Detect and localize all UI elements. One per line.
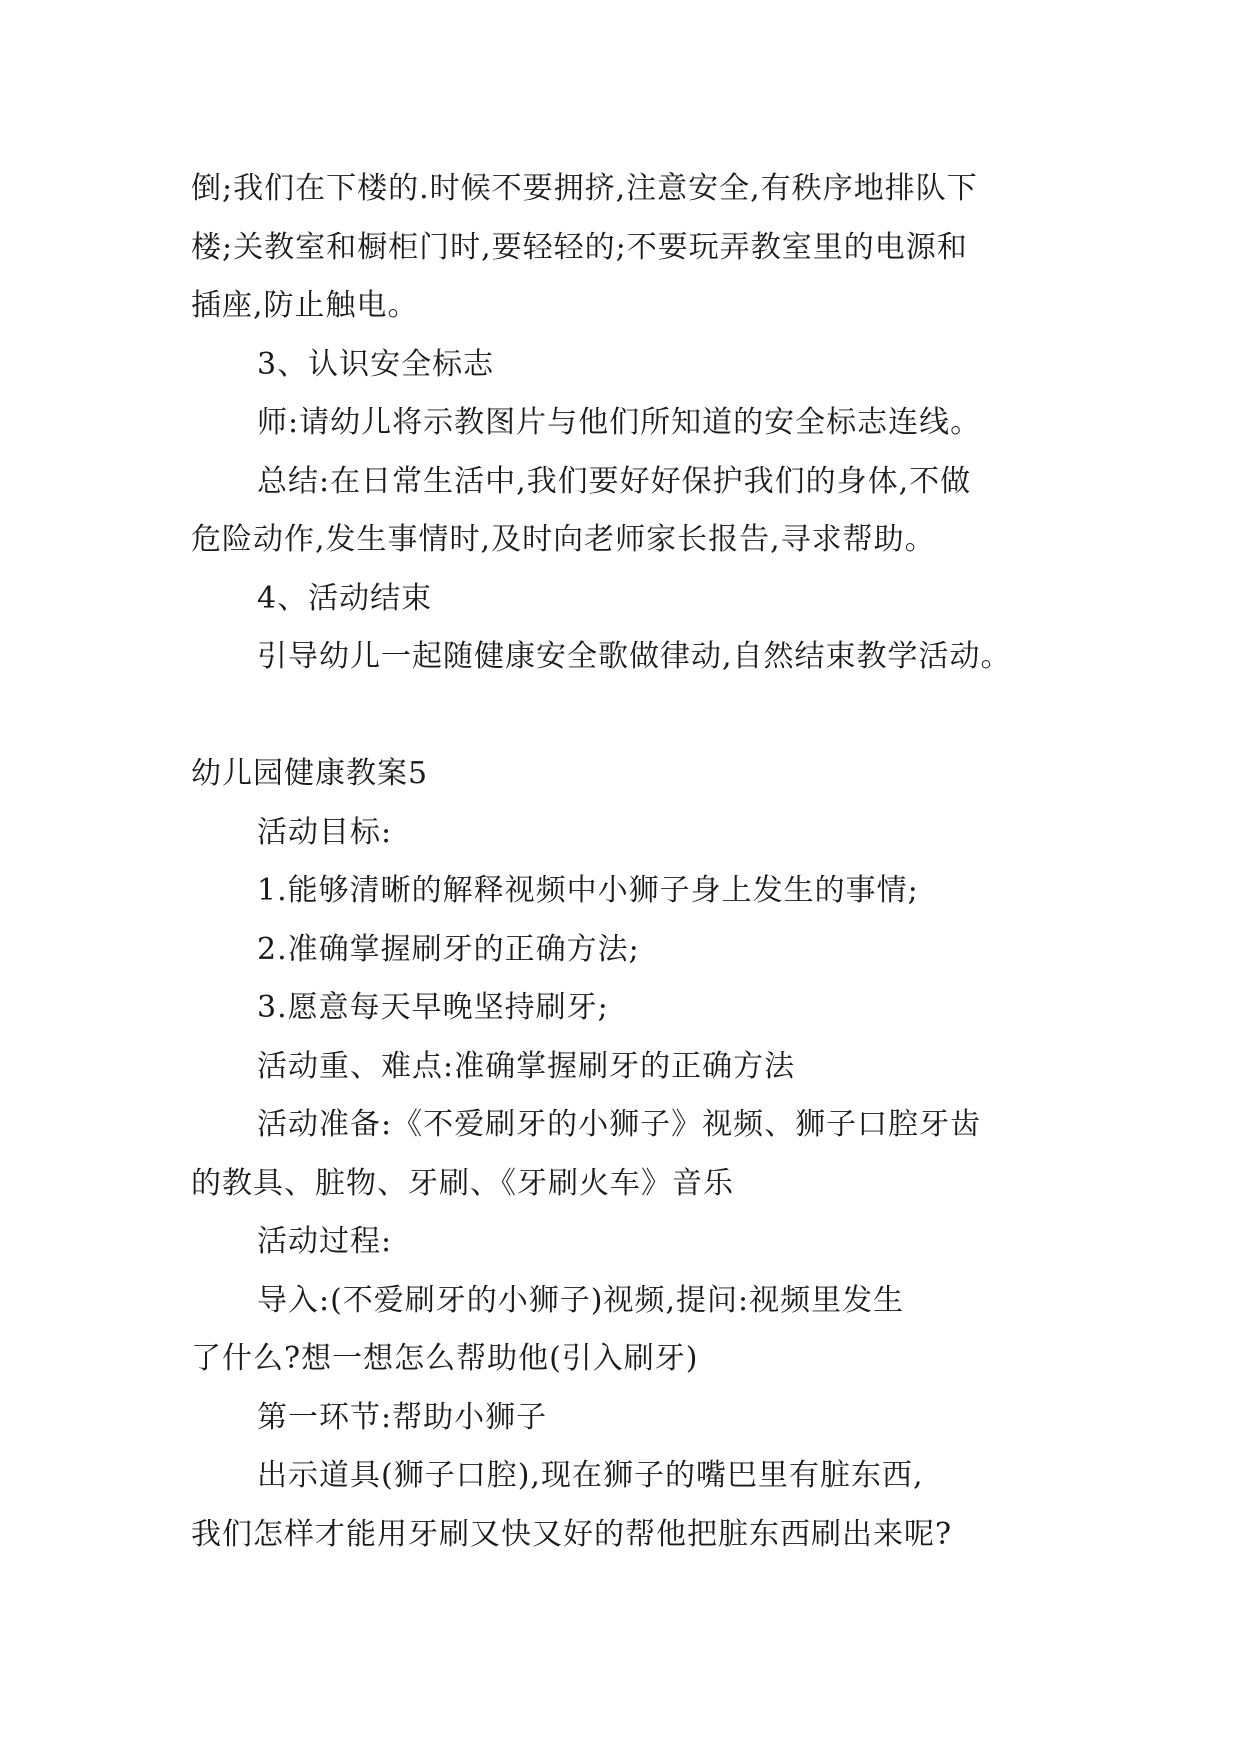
text-line: 的教具、脏物、牙刷、《牙刷火车》音乐 <box>191 1165 734 1201</box>
paragraph-spacer <box>191 687 1061 746</box>
text-line: 引导幼儿一起随健康安全歌做律动,自然结束教学活动。 <box>257 639 1012 674</box>
section-heading: 3、认识安全标志 <box>257 346 495 382</box>
list-item: 2.准确掌握刷牙的正确方法; <box>257 931 640 967</box>
text-line: 倒;我们在下楼的.时候不要拥挤,注意安全,有秩序地排队下 <box>191 171 978 206</box>
text-line: 插座,防止触电。 <box>191 288 419 323</box>
text-line: 楼;关教室和橱柜门时,要轻轻的;不要玩弄教室里的电源和 <box>191 229 968 265</box>
text-line: 出示道具(狮子口腔),现在狮子的嘴巴里有脏东西, <box>257 1458 924 1493</box>
text-line: 了什么?想一想怎么帮助他(引入刷牙) <box>191 1341 699 1376</box>
text-line: 师:请幼儿将示教图片与他们所知道的安全标志连线。 <box>257 405 982 440</box>
section-heading: 活动过程: <box>257 1224 393 1259</box>
text-line: 危险动作,发生事情时,及时向老师家长报告,寻求帮助。 <box>191 522 936 557</box>
document-title: 幼儿园健康教案5 <box>191 756 429 791</box>
text-line: 导入:(不爱刷牙的小狮子)视频,提问:视频里发生 <box>257 1282 905 1318</box>
section-heading: 活动目标: <box>257 814 393 850</box>
section-heading: 第一环节:帮助小狮子 <box>257 1399 548 1435</box>
section-heading: 4、活动结束 <box>257 580 433 616</box>
text-line: 活动准备:《不爱刷牙的小狮子》视频、狮子口腔牙齿 <box>257 1107 982 1142</box>
text-line: 我们怎样才能用牙刷又快又好的帮他把脏东西刷出来呢? <box>191 1516 953 1552</box>
document-body <box>191 160 1061 1564</box>
list-item: 1.能够清晰的解释视频中小狮子身上发生的事情; <box>257 873 919 908</box>
list-item: 3.愿意每天早晚坚持刷牙; <box>257 990 609 1025</box>
text-line: 总结:在日常生活中,我们要好好保护我们的身体,不做 <box>257 463 972 499</box>
text-line: 活动重、难点:准确掌握刷牙的正确方法 <box>257 1048 796 1084</box>
